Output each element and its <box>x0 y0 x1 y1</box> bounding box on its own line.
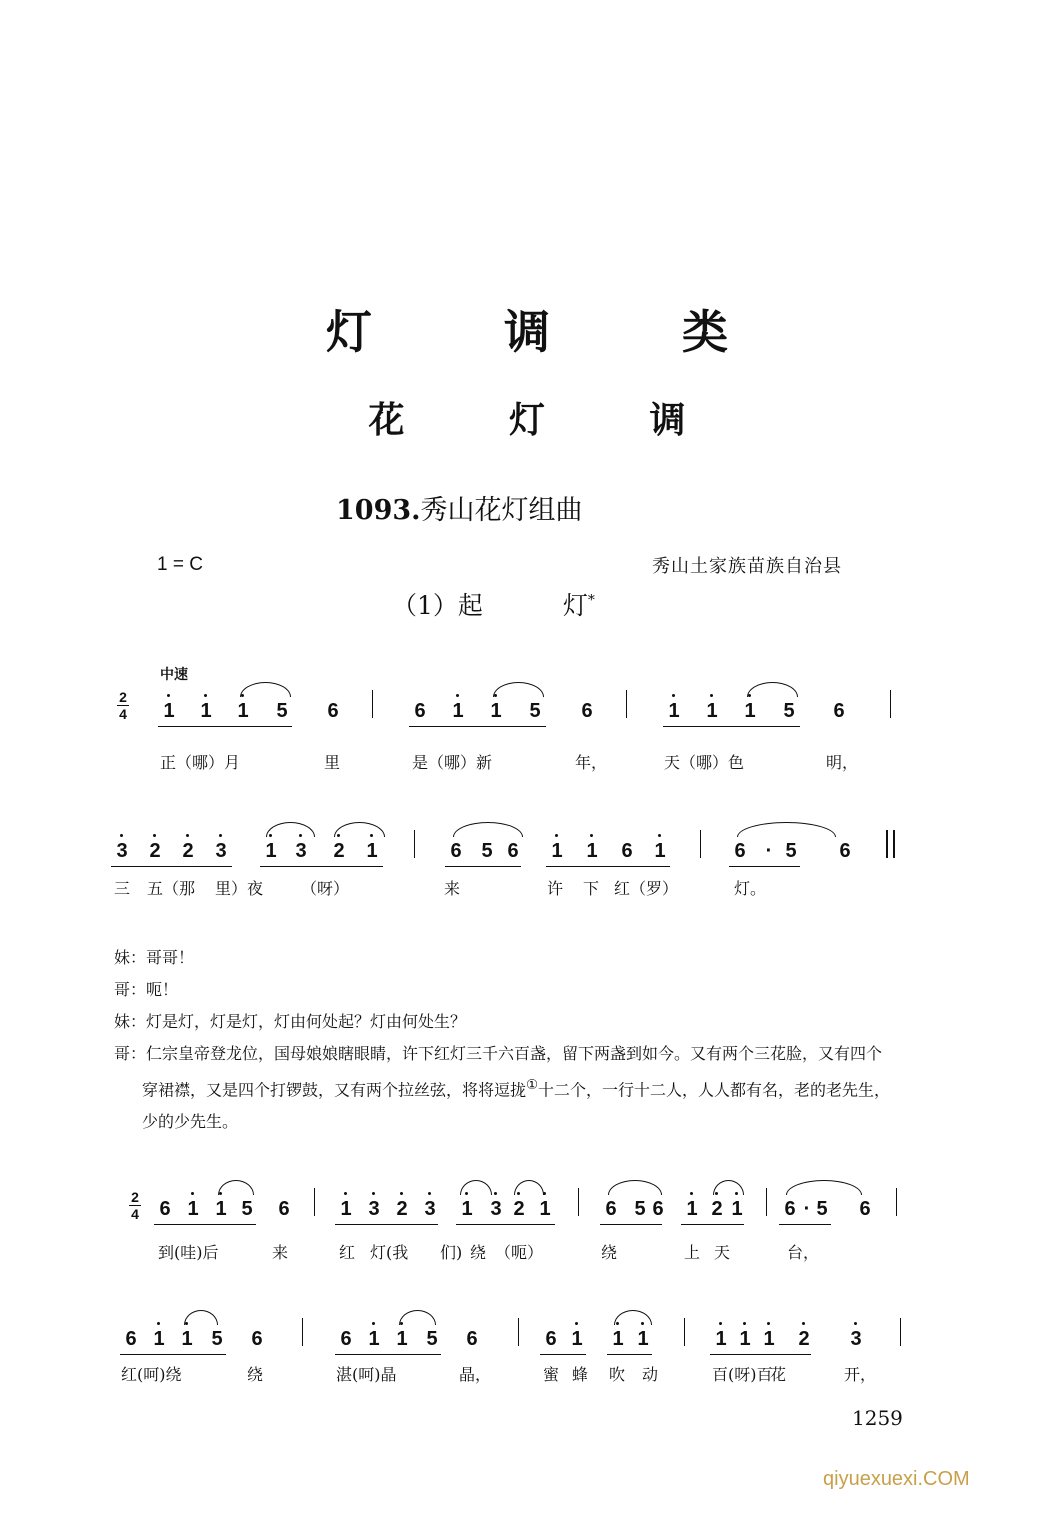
lyric: 吹 <box>609 1365 626 1384</box>
beam <box>445 866 521 867</box>
beam <box>260 866 383 867</box>
note: 5 <box>816 1198 828 1220</box>
barline <box>890 690 891 718</box>
beam <box>663 726 800 727</box>
note: 5 <box>241 1198 253 1220</box>
lyric: 红 <box>339 1243 356 1262</box>
beam <box>546 866 670 867</box>
note: 6 <box>159 1198 171 1220</box>
lyric: 动 <box>642 1365 659 1384</box>
note: 3 <box>295 840 307 862</box>
time-sig-top: 2 <box>131 1189 139 1205</box>
lyric: （呀） <box>301 879 350 898</box>
note: 6 <box>278 1198 290 1220</box>
beam <box>540 1354 586 1355</box>
note: 1 <box>637 1328 649 1350</box>
note: 5 <box>634 1198 646 1220</box>
lyric: 红（罗） <box>614 879 679 898</box>
beam <box>409 726 546 727</box>
lyric: 里 <box>324 753 341 772</box>
lyric: 三 <box>114 879 131 898</box>
note: 1 <box>539 1198 551 1220</box>
lyric: 是（哪）新 <box>412 753 493 772</box>
note: 6 <box>605 1198 617 1220</box>
note: 3 <box>215 840 227 862</box>
note: 1 <box>396 1328 408 1350</box>
dialog-line-3: 妹：灯是灯，灯是灯，灯由何处起？灯由何处生？ <box>114 1012 467 1031</box>
lyric: 们) <box>440 1243 463 1262</box>
beam <box>335 1224 438 1225</box>
lyric: 天 <box>714 1243 731 1262</box>
lyric: 到(哇)后 <box>158 1243 219 1262</box>
lyric: 百(呀)百 <box>712 1365 773 1384</box>
slur <box>266 822 315 837</box>
note: 6 <box>784 1198 796 1220</box>
lyric: 来 <box>444 879 461 898</box>
note: 1 <box>686 1198 698 1220</box>
lyric: 台， <box>787 1243 820 1262</box>
song-name: 秀山花灯组曲 <box>420 495 583 526</box>
note: 1 <box>340 1198 352 1220</box>
slur <box>453 822 523 837</box>
note: 1 <box>706 700 718 722</box>
note: 1 <box>215 1198 227 1220</box>
note: 1 <box>368 1328 380 1350</box>
note: 6 <box>545 1328 557 1350</box>
lyric: 蜂 <box>572 1365 589 1384</box>
slur <box>184 1310 218 1325</box>
note: 1 <box>571 1328 583 1350</box>
barline <box>302 1318 303 1346</box>
note: · <box>803 1198 811 1220</box>
staff-line-4 <box>0 1314 1054 1384</box>
note: 6 <box>251 1328 263 1350</box>
barline <box>518 1318 519 1346</box>
lyric: 年， <box>575 753 608 772</box>
note: 6 <box>507 840 519 862</box>
slur <box>240 682 291 697</box>
note: 3 <box>424 1198 436 1220</box>
note: 5 <box>211 1328 223 1350</box>
slur <box>747 682 798 697</box>
note: 6 <box>581 700 593 722</box>
barline <box>684 1318 685 1346</box>
slur <box>608 1180 662 1195</box>
beam <box>607 1354 652 1355</box>
time-sig-top: 2 <box>119 689 127 705</box>
note: 6 <box>340 1328 352 1350</box>
lyric: 晶， <box>459 1365 492 1384</box>
note: 1 <box>490 700 502 722</box>
barline <box>900 1318 901 1346</box>
slur <box>514 1180 544 1195</box>
note: 1 <box>763 1328 775 1350</box>
slur <box>614 1310 652 1325</box>
lyric: 红(呵)绕 <box>121 1365 182 1384</box>
note: 1 <box>187 1198 199 1220</box>
note: 1 <box>452 700 464 722</box>
lyric: （呃） <box>495 1243 544 1262</box>
note: 3 <box>368 1198 380 1220</box>
slur <box>713 1180 744 1195</box>
lyric: 绕 <box>247 1365 264 1384</box>
note: 1 <box>200 700 212 722</box>
lyric: 明， <box>826 753 859 772</box>
footnote-mark: * <box>587 592 595 609</box>
beam <box>456 1224 555 1225</box>
watermark: qiyuexuexi.COM <box>823 1468 970 1490</box>
beam <box>729 866 800 867</box>
slur <box>460 1180 492 1195</box>
note: 6 <box>621 840 633 862</box>
dialog-line-4-cont-2: 少的少先生。 <box>142 1112 239 1132</box>
section-title <box>392 586 595 622</box>
barline <box>896 1188 897 1216</box>
song-number: 1093. <box>336 495 421 526</box>
note: 6 <box>839 840 851 862</box>
note: 1 <box>612 1328 624 1350</box>
beam <box>779 1224 831 1225</box>
barline <box>578 1188 579 1216</box>
tempo-marking: 中速 <box>160 667 188 683</box>
barline <box>626 690 627 718</box>
note: 2 <box>513 1198 525 1220</box>
region-source: 秀山土家族苗族自治县 <box>652 556 842 577</box>
note: 6 <box>734 840 746 862</box>
barline <box>766 1188 767 1216</box>
note: 1 <box>461 1198 473 1220</box>
dialog-line-1: 妹：哥哥！ <box>114 948 195 967</box>
note: 1 <box>744 700 756 722</box>
note: 1 <box>731 1198 743 1220</box>
staff-line-2 <box>0 826 1054 898</box>
key-signature: 1 = C <box>157 554 203 575</box>
barline <box>414 830 415 858</box>
lyric: 上 <box>684 1243 701 1262</box>
beam <box>158 726 292 727</box>
section-label-2: 灯 <box>562 591 588 620</box>
section-label: （1）起 <box>392 591 483 620</box>
beam <box>120 1354 226 1355</box>
lyric: 花 <box>770 1365 787 1384</box>
lyric: 绕 <box>601 1243 618 1262</box>
beam <box>600 1224 662 1225</box>
barline <box>314 1188 315 1216</box>
note: 6 <box>859 1198 871 1220</box>
note: 6 <box>327 700 339 722</box>
beam <box>154 1224 256 1225</box>
note: 1 <box>551 840 563 862</box>
note: 5 <box>785 840 797 862</box>
lyric: 来 <box>272 1243 289 1262</box>
time-sig-bottom: 4 <box>119 706 127 722</box>
note: 1 <box>265 840 277 862</box>
dialog-line-4-cont-1: 穿裙襟，又是四个打锣鼓，又有两个拉丝弦，将将逗拢①十二个，一行十二人，人人都有名，老的老先生， <box>142 1078 890 1100</box>
lyric: 五（那 <box>147 879 196 898</box>
slur <box>218 1180 254 1195</box>
final-barline <box>893 830 895 858</box>
lyric: 许 <box>547 879 564 898</box>
staff-line-3 <box>0 1184 1054 1262</box>
slur <box>737 822 836 837</box>
note: 1 <box>163 700 175 722</box>
note: 1 <box>586 840 598 862</box>
lyric: 蜜 <box>543 1365 560 1384</box>
beam <box>710 1354 811 1355</box>
note: 3 <box>850 1328 862 1350</box>
page-number: 1259 <box>852 1406 903 1430</box>
lyric: 下 <box>583 879 600 898</box>
subcategory-title: 花 灯 调 <box>368 399 732 441</box>
lyric: 灯。 <box>734 879 767 898</box>
note: 2 <box>149 840 161 862</box>
note: 6 <box>466 1328 478 1350</box>
note: 1 <box>654 840 666 862</box>
dialog-block <box>114 942 914 1138</box>
beam <box>111 866 232 867</box>
lyric: 天（哪）色 <box>664 753 745 772</box>
song-title <box>336 488 583 527</box>
note: 1 <box>366 840 378 862</box>
footnote-ref: ① <box>526 1078 538 1093</box>
slur <box>493 682 544 697</box>
beam <box>335 1354 441 1355</box>
slur <box>786 1180 862 1195</box>
final-barline-thin <box>887 830 888 858</box>
note: 3 <box>490 1198 502 1220</box>
dialog-line-4: 哥：仁宗皇帝登龙位，国母娘娘瞎眼睛，许下红灯三千六百盏，留下两盏到如今。又有两个三花脸，又有四个 <box>114 1044 883 1063</box>
note: 5 <box>529 700 541 722</box>
lyric: 湛(呵)晶 <box>336 1365 397 1384</box>
note: · <box>765 840 773 862</box>
note: 2 <box>396 1198 408 1220</box>
staff-line-1 <box>0 686 1054 772</box>
note: 1 <box>715 1328 727 1350</box>
note: 6 <box>125 1328 137 1350</box>
note: 3 <box>116 840 128 862</box>
note: 5 <box>481 840 493 862</box>
note: 5 <box>426 1328 438 1350</box>
note: 1 <box>739 1328 751 1350</box>
slur <box>399 1310 436 1325</box>
note: 2 <box>182 840 194 862</box>
barline <box>700 830 701 858</box>
note: 6 <box>833 700 845 722</box>
note: 2 <box>711 1198 723 1220</box>
note: 6 <box>652 1198 664 1220</box>
time-sig-bottom: 4 <box>131 1206 139 1222</box>
note: 6 <box>450 840 462 862</box>
note: 1 <box>237 700 249 722</box>
note: 6 <box>414 700 426 722</box>
barline <box>372 690 373 718</box>
note: 2 <box>798 1328 810 1350</box>
lyric: 绕 <box>470 1243 487 1262</box>
dialog-line-2: 哥：呃！ <box>114 980 179 999</box>
lyric: 正（哪）月 <box>160 753 241 772</box>
note: 1 <box>153 1328 165 1350</box>
category-title: 灯 调 类 <box>325 305 787 359</box>
lyric: 里）夜 <box>215 879 264 898</box>
lyric: 灯(我 <box>370 1243 409 1262</box>
note: 5 <box>276 700 288 722</box>
note: 1 <box>668 700 680 722</box>
beam <box>681 1224 744 1225</box>
slur <box>334 822 385 837</box>
note: 2 <box>333 840 345 862</box>
note: 5 <box>783 700 795 722</box>
note: 1 <box>181 1328 193 1350</box>
lyric: 开， <box>844 1365 877 1384</box>
